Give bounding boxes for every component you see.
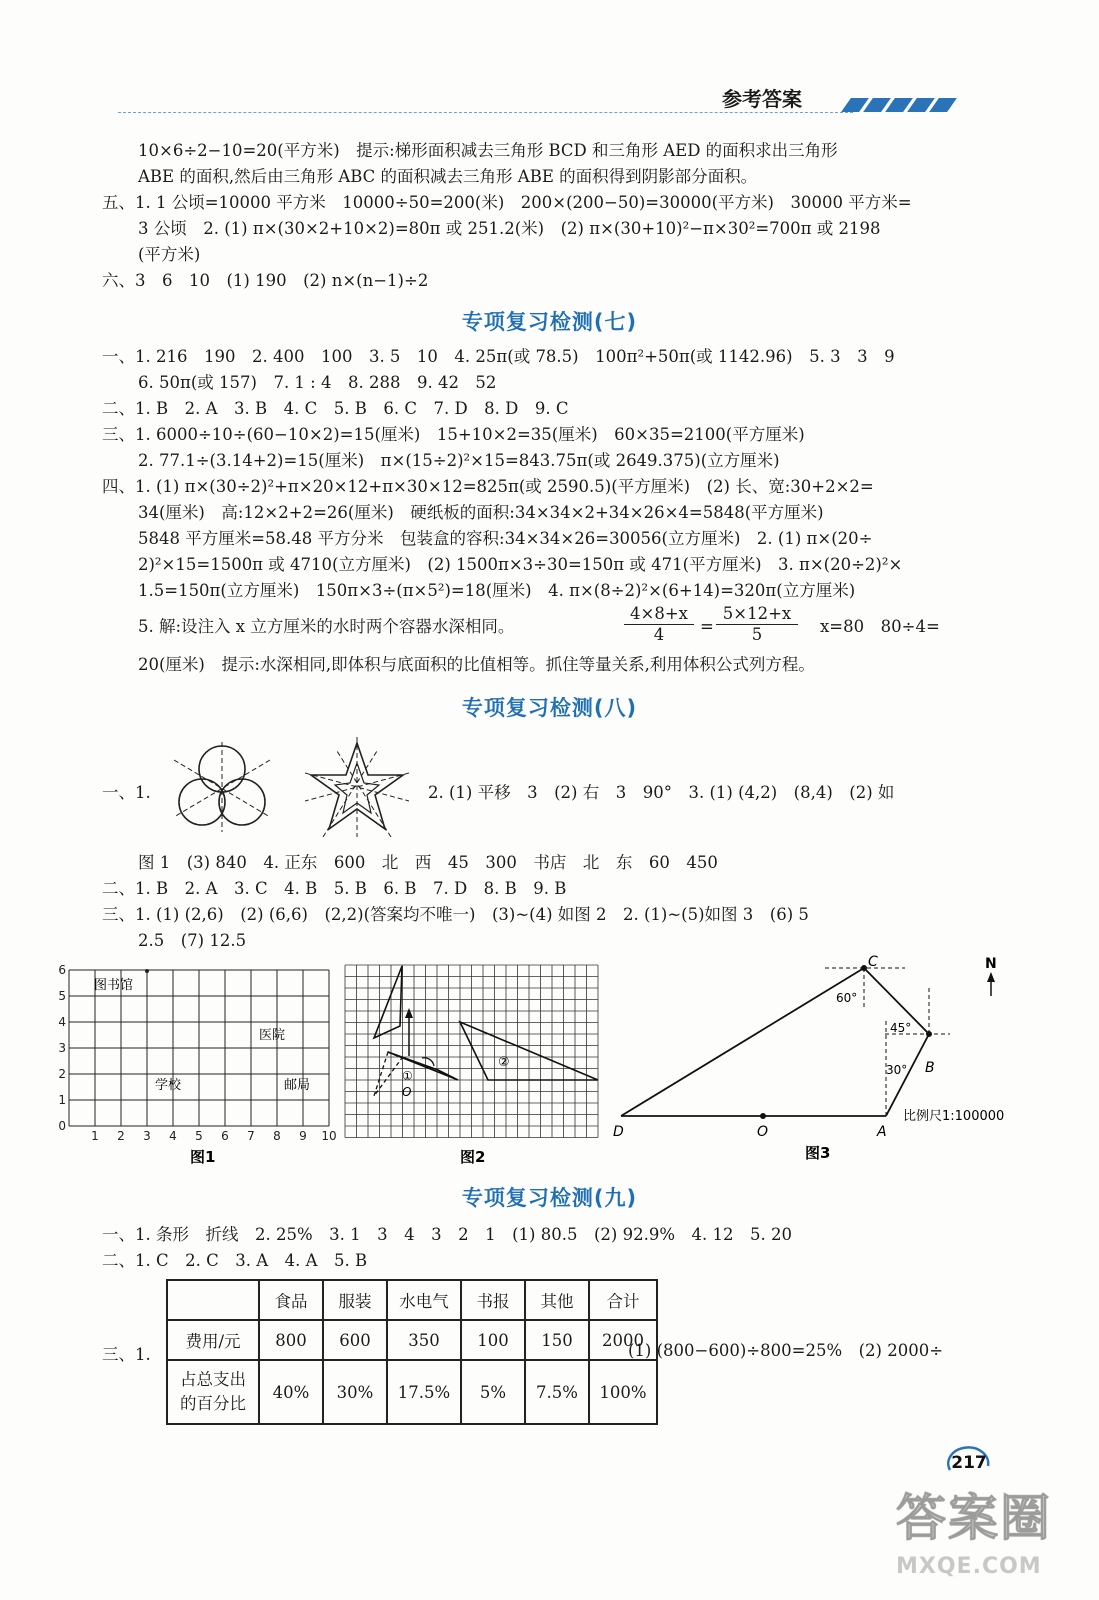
header-title: 参考答案 — [722, 87, 802, 111]
sec7-line-12: 20(厘米) 提示:水深相同,即体积与底面积的比值相等。抓住等量关系,利用体积公式列方程。 — [138, 655, 815, 674]
fig3-scale: 比例尺1:100000 — [903, 1109, 1005, 1124]
table-cell-label — [167, 1360, 259, 1424]
sec7-line-11b: x=80 80÷4= — [820, 617, 940, 636]
fig3-north-label: N — [985, 956, 997, 972]
fig1-x-tick: 2 — [117, 1129, 125, 1143]
intro-line-1: 10×6÷2−10=20(平方米) 提示:梯形面积减去三角形 BCD 和三角形 AED 的面积求出三角形 — [138, 141, 838, 160]
fig3-angle-30: 30° — [886, 1063, 908, 1077]
fig1-x-tick: 4 — [169, 1129, 177, 1143]
table-cell: 2000 — [589, 1320, 657, 1360]
fig1-x-tick: 1 — [91, 1129, 99, 1143]
table-label-line-a: 占总支出 — [180, 1370, 246, 1389]
fig1-x-tick: 8 — [273, 1129, 281, 1143]
fig1-place-hospital: 医院 — [259, 1028, 286, 1043]
fig1-y-tick: 2 — [58, 1067, 66, 1081]
table-header-cell: 书报 — [461, 1280, 525, 1320]
fig3-angle-60: 60° — [836, 991, 858, 1005]
fig1-x-tick: 9 — [299, 1129, 307, 1143]
sec8-line-4: 三、1. (1) (2,6) (2) (6,6) (2,2)(答案均不唯一) (3)~(4) 如图 2 2. (1)~(5)如图 3 (6) 5 — [102, 905, 809, 924]
sec7-line-1: 一、1. 216 190 2. 400 100 3. 5 10 4. 25π(或 78.5) 100π²+50π(或 1142.96) 5. 3 3 9 — [102, 347, 895, 366]
section-title-7: 专项复习检测(七) — [461, 310, 638, 334]
fig3-point-d: D — [613, 1124, 624, 1140]
sec7-line-3: 二、1. B 2. A 3. B 4. C 5. B 6. C 7. D 8. D 9. C — [102, 399, 569, 418]
sec9-line-2: 二、1. C 2. C 3. A 4. A 5. B — [102, 1251, 368, 1270]
sec7-line-5: 2. 77.1÷(3.14+2)=15(厘米) π×(15÷2)²×15=843.75π(或 2649.375)(立方厘米) — [138, 451, 780, 470]
sec7-line-7: 34(厘米) 高:12×2+2=26(厘米) 硬纸板的面积:34×34×2+34×26×4=5848(平方厘米) — [138, 503, 824, 522]
fig1-y-tick: 3 — [58, 1041, 66, 1055]
table-cell: 100% — [589, 1360, 657, 1424]
fig1-y-tick: 5 — [58, 989, 66, 1003]
table-header-cell: 食品 — [259, 1280, 323, 1320]
table-header-cell: 其他 — [525, 1280, 589, 1320]
sec9-line-3-after: (1) (800−600)÷800=25% (2) 2000÷ — [628, 1341, 944, 1360]
fig1-x-tick: 7 — [247, 1129, 255, 1143]
fig3-point-c: C — [868, 954, 878, 970]
sec7-line-4: 三、1. 6000÷10÷(60−10×2)=15(厘米) 15+10×2=35(厘米) 60×35=2100(平方厘米) — [102, 425, 805, 444]
sec8-line-1a: 一、1. — [102, 783, 151, 802]
watermark-text: 答案圈 — [896, 1489, 1052, 1547]
sec8-line-5: 2.5 (7) 12.5 — [138, 931, 247, 950]
table-cell: 17.5% — [387, 1360, 461, 1424]
fig1-y-tick: 6 — [58, 963, 66, 977]
sec7-line-10: 1.5=150π(立方厘米) 150π×3÷(π×5²)=18(厘米) 4. π×(8÷2)²×(6+14)=320π(立方厘米) — [138, 581, 856, 600]
table-cell: 350 — [387, 1320, 461, 1360]
table-header-cell: 合计 — [589, 1280, 657, 1320]
fig1-place-school: 学校 — [155, 1078, 182, 1093]
section-title-8: 专项复习检测(八) — [461, 696, 638, 720]
fraction-1 — [624, 604, 694, 645]
fig2-label-2: ② — [498, 1055, 510, 1070]
table-cell: 40% — [259, 1360, 323, 1424]
page-number-badge — [944, 1440, 994, 1480]
fraction-2-denominator: 5 — [751, 625, 763, 644]
table-cell: 7.5% — [525, 1360, 589, 1424]
fig1-x-tick: 10 — [321, 1129, 337, 1143]
equals-sign: = — [700, 617, 714, 636]
table-cell: 5% — [461, 1360, 525, 1424]
fig2-caption: 图2 — [460, 1148, 486, 1166]
fig1-caption: 图1 — [190, 1148, 216, 1166]
sec9-line-1: 一、1. 条形 折线 2. 25% 3. 1 3 4 3 2 1 (1) 80.5 (2) 92.9% 4. 12 5. 20 — [102, 1225, 792, 1244]
table-row — [167, 1320, 657, 1360]
sec7-line-2: 6. 50π(或 157) 7. 1 : 4 8. 288 9. 42 52 — [138, 373, 497, 392]
sec7-line-8: 5848 平方厘米=58.48 平方分米 包装盒的容积:34×34×26=30056(立方厘米) 2. (1) π×(20÷ — [138, 529, 873, 548]
fig3-point-a: A — [877, 1124, 887, 1140]
fig1-place-post-office: 邮局 — [284, 1078, 311, 1093]
sec8-line-2: 图 1 (3) 840 4. 正东 600 北 西 45 300 书店 北 东 60 450 — [138, 853, 718, 872]
intro-line-3: 五、1. 1 公顷=10000 平方米 10000÷50=200(米) 200×(200−50)=30000(平方米) 30000 平方米= — [102, 193, 912, 212]
table-header-row — [167, 1280, 657, 1320]
intro-line-2: ABE 的面积,然后由三角形 ABC 的面积减去三角形 ABE 的面积得到阴影部分面积。 — [138, 167, 758, 186]
table-label-line-b: 的百分比 — [180, 1394, 246, 1413]
fig2-shape-1 — [388, 1052, 458, 1080]
star-figure — [305, 737, 409, 837]
fig1-x-tick: 5 — [195, 1129, 203, 1143]
fig1-x-tick: 3 — [143, 1129, 151, 1143]
table-cell: 费用/元 — [167, 1320, 259, 1360]
watermark-url: MXQE.COM — [896, 1554, 1042, 1579]
sec7-line-9: 2)²×15=1500π 或 4710(立方厘米) (2) 1500π×3÷30=150π 或 471(平方厘米) 3. π×(20÷2)²× — [138, 555, 903, 574]
table-cell: 30% — [323, 1360, 387, 1424]
figure-1-grid — [52, 962, 352, 1172]
table-header-cell: 水电气 — [387, 1280, 461, 1320]
fig1-y-tick: 4 — [58, 1015, 66, 1029]
sec7-line-6: 四、1. (1) π×(30÷2)²+π×20×12+π×30×12=825π(或 2590.5)(平方厘米) (2) 长、宽:30+2×2= — [102, 477, 874, 496]
fig3-point-o-label: O — [757, 1124, 769, 1140]
fraction-2 — [716, 604, 798, 645]
fig1-place-library: 图书馆 — [94, 978, 134, 993]
page-number: 217 — [951, 1453, 987, 1473]
fig3-point-o — [760, 1113, 766, 1119]
sec7-line-11a: 5. 解:设注入 x 立方厘米的水时两个容器水深相同。 — [138, 617, 515, 636]
intro-line-4: 3 公顷 2. (1) π×(30×2+10×2)=80π 或 251.2(米) (2) π×(30+10)²−π×30²=700π 或 2198 — [138, 219, 881, 238]
fraction-1-denominator: 4 — [653, 625, 665, 644]
fraction-1-numerator: 4×8+x — [624, 604, 694, 625]
section-title-9: 专项复习检测(九) — [461, 1186, 638, 1210]
figure-2-grid — [342, 962, 610, 1172]
sec8-line-1b: 2. (1) 平移 3 (2) 右 3 90° 3. (1) (4,2) (8,4) (2) 如 — [428, 783, 895, 802]
fig2-shape-dashed — [374, 1052, 402, 1096]
fraction-2-numerator: 5×12+x — [716, 604, 798, 625]
header-rule — [118, 112, 853, 113]
fig1-y-tick: 1 — [58, 1093, 66, 1107]
table-row — [167, 1360, 657, 1424]
fig2-label-o: O — [402, 1085, 412, 1099]
table-header-cell — [167, 1280, 259, 1320]
table-cell: 800 — [259, 1320, 323, 1360]
fig3-angle-45: 45° — [890, 1021, 912, 1035]
sec8-line-3: 二、1. B 2. A 3. C 4. B 5. B 6. B 7. D 8. B 9. B — [102, 879, 567, 898]
fig3-caption: 图3 — [805, 1144, 831, 1162]
fig3-line-dc — [621, 968, 864, 1116]
fig3-point-b: B — [925, 1060, 935, 1076]
figure-3-diagram — [605, 948, 1045, 1178]
fig2-label-1: ① — [402, 1069, 413, 1083]
intro-line-5: (平方米) — [138, 245, 201, 264]
fig1-y-tick: 0 — [58, 1119, 66, 1133]
trefoil-figure — [172, 742, 272, 832]
intro-line-6: 六、3 6 10 (1) 190 (2) n×(n−1)÷2 — [102, 271, 429, 290]
table-cell: 100 — [461, 1320, 525, 1360]
watermark-logo — [896, 1478, 1096, 1596]
expense-table — [166, 1279, 658, 1425]
table-cell: 600 — [323, 1320, 387, 1360]
table-cell: 150 — [525, 1320, 589, 1360]
fig1-x-tick: 6 — [221, 1129, 229, 1143]
table-header-cell: 服装 — [323, 1280, 387, 1320]
header-decoration — [846, 97, 968, 111]
sec9-line-3-label: 三、1. — [102, 1345, 151, 1364]
